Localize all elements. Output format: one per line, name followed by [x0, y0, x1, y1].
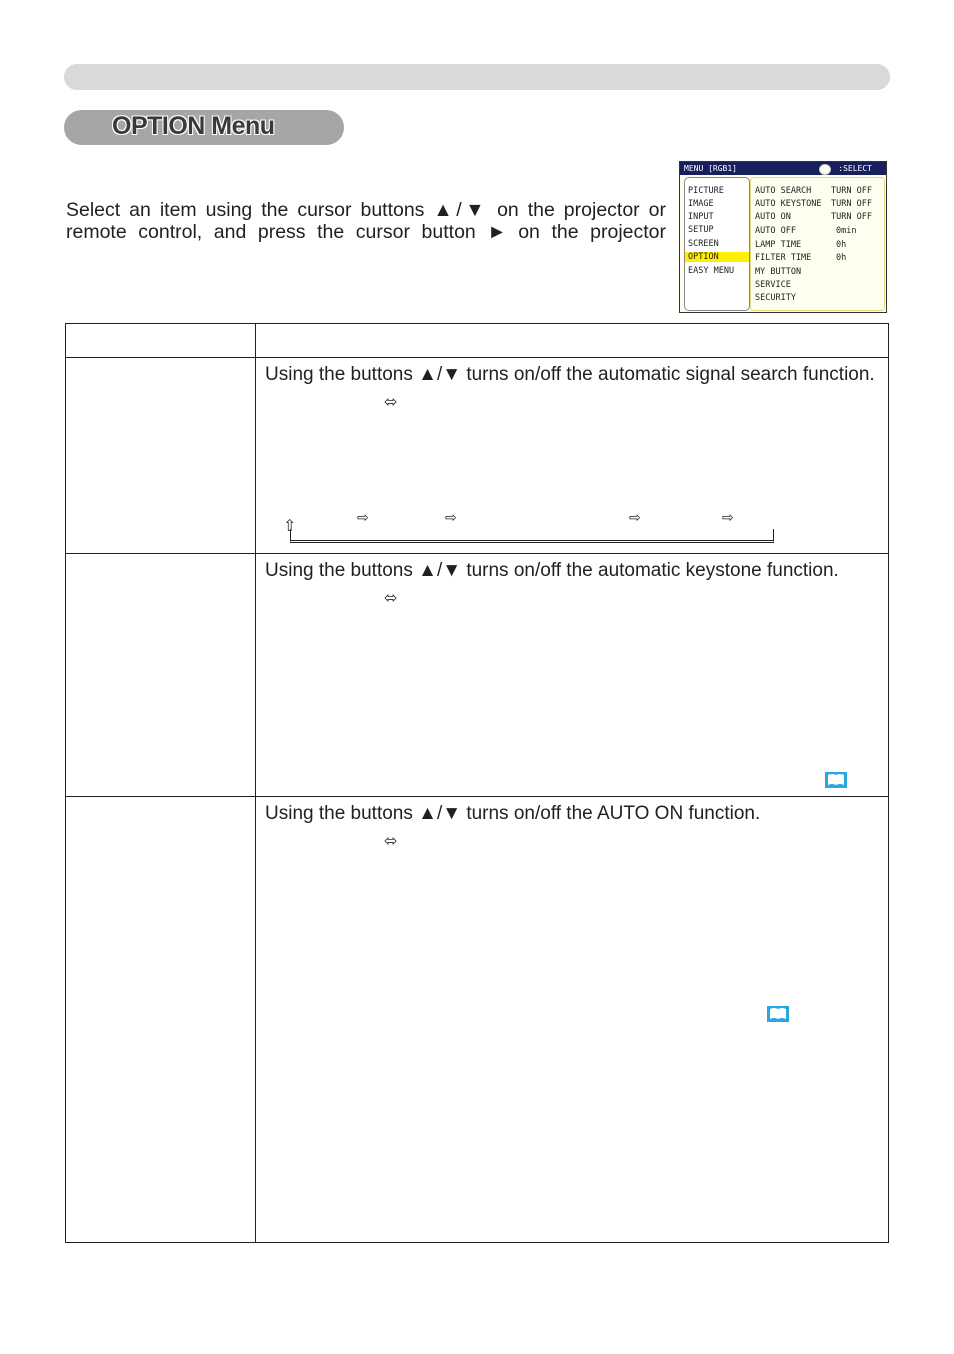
- book-icon[interactable]: [825, 772, 847, 788]
- option-auto-on-value: TURN OFF: [831, 212, 872, 222]
- toggle-arrow-icon: ⬄: [384, 394, 398, 411]
- row-divider-2: [66, 796, 888, 797]
- option-filter-time[interactable]: FILTER TIME: [755, 253, 812, 263]
- loop-up-arrow-icon: ⇧: [283, 518, 297, 535]
- row-divider-1: [66, 553, 888, 554]
- option-auto-off[interactable]: AUTO OFF: [755, 226, 796, 236]
- option-table: [65, 323, 889, 1243]
- option-security[interactable]: SECURITY: [755, 293, 796, 303]
- option-service[interactable]: SERVICE: [755, 280, 791, 290]
- option-auto-search-value: TURN OFF: [831, 186, 872, 196]
- option-filter-time-value: 0h: [836, 253, 847, 263]
- menu-item-input[interactable]: INPUT: [688, 212, 714, 222]
- flow-arrow-icon: ⇨: [722, 509, 734, 525]
- intro-line-2: remote control, and press the cursor button ► on the projector: [66, 221, 666, 243]
- menu-screenshot: [679, 161, 887, 313]
- option-auto-keystone-value: TURN OFF: [831, 199, 872, 209]
- menu-item-option[interactable]: OPTION: [685, 252, 749, 262]
- intro-line-1: Select an item using the cursor buttons ▲/▼ on the projector or: [66, 199, 666, 221]
- flow-arrow-icon: ⇨: [629, 509, 641, 525]
- auto-keystone-description: Using the buttons ▲/▼ turns on/off the automatic keystone function.: [265, 560, 839, 581]
- loop-back-arrow: [290, 529, 774, 543]
- option-auto-on[interactable]: AUTO ON: [755, 212, 791, 222]
- menu-item-image[interactable]: IMAGE: [688, 199, 714, 209]
- menu-option-list: [750, 177, 885, 311]
- menu-category-list: [684, 177, 750, 311]
- menu-header-title: MENU [RGB1]: [684, 164, 737, 173]
- select-icon: [819, 164, 831, 175]
- intro-text: [66, 199, 666, 243]
- option-lamp-time-value: 0h: [836, 240, 847, 250]
- flow-arrow-icon: ⇨: [357, 509, 369, 525]
- option-auto-off-value: 0min: [836, 226, 857, 236]
- option-auto-keystone[interactable]: AUTO KEYSTONE: [755, 199, 822, 209]
- menu-item-setup[interactable]: SETUP: [688, 225, 714, 235]
- page-title: OPTION Menu: [112, 112, 275, 140]
- option-auto-search[interactable]: AUTO SEARCH: [755, 186, 812, 196]
- auto-on-description: Using the buttons ▲/▼ turns on/off the AUTO ON function.: [265, 803, 761, 824]
- menu-header-select: :SELECT: [838, 164, 872, 173]
- flow-arrow-icon: ⇨: [445, 509, 457, 525]
- toggle-arrow-icon: ⬄: [384, 833, 398, 850]
- auto-search-description: Using the buttons ▲/▼ turns on/off the automatic signal search function.: [265, 364, 875, 385]
- header-bar: [64, 64, 890, 90]
- menu-header: [680, 162, 886, 175]
- header-row-divider: [66, 357, 888, 358]
- option-lamp-time[interactable]: LAMP TIME: [755, 240, 802, 250]
- menu-item-picture[interactable]: PICTURE: [688, 186, 724, 196]
- book-icon[interactable]: [767, 1006, 789, 1022]
- menu-item-screen[interactable]: SCREEN: [688, 239, 719, 249]
- option-my-button[interactable]: MY BUTTON: [755, 267, 802, 277]
- toggle-arrow-icon: ⬄: [384, 590, 398, 607]
- column-divider: [255, 324, 256, 1242]
- menu-item-easy-menu[interactable]: EASY MENU: [688, 266, 735, 276]
